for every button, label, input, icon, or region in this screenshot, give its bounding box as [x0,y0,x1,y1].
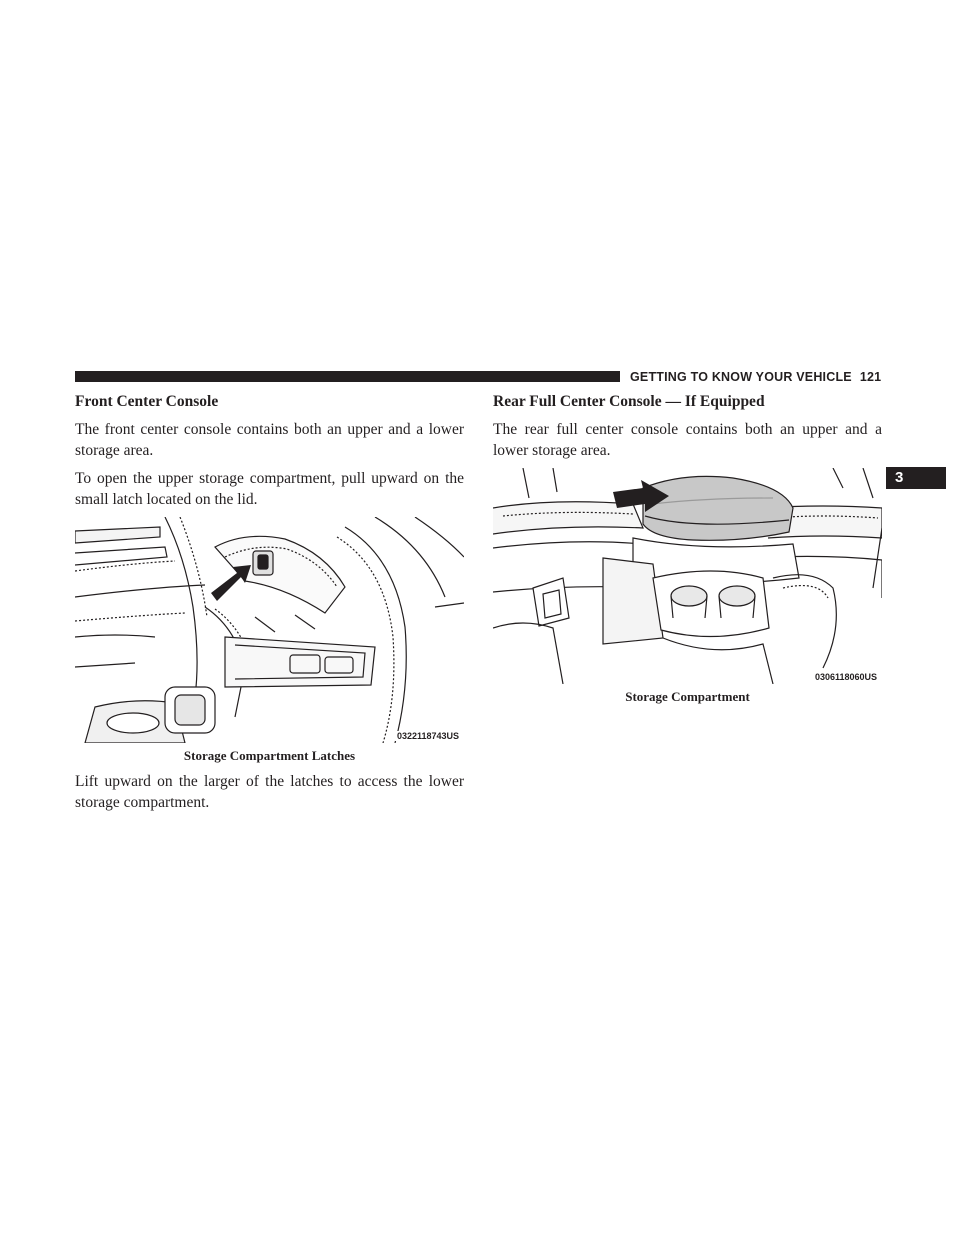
figure-caption: Storage Compartment Latches [183,748,356,763]
front-console-illustration [75,517,464,743]
section-title: GETTING TO KNOW YOUR VEHICLE [630,370,852,384]
right-column [493,392,882,712]
page-number: 121 [859,370,882,384]
lower-storage-instructions: Lift upward on the larger of the latches to access the lower storage compartment. [75,773,464,811]
figure-code: 0322118743US [396,731,459,741]
header-rule [75,371,620,382]
running-header [630,367,892,387]
front-console-open-instructions: To open the upper storage compartment, pull upward on the small latch located on the lid. [75,470,464,508]
front-console-figure [75,517,464,765]
figure-caption: Storage Compartment [625,689,750,704]
figure-code: 0306118060US [814,672,877,682]
chapter-tab: 3 [886,467,946,489]
rear-console-figure [493,468,882,706]
rear-console-heading: Rear Full Center Console — If Equipped [493,393,765,410]
front-console-intro: The front center console contains both an upper and a lower storage area. [75,421,464,459]
left-column [75,392,464,820]
rear-console-intro: The rear full center console contains both an upper and a lower storage area. [493,421,882,459]
rear-console-illustration [493,468,882,684]
front-console-heading: Front Center Console [75,393,219,410]
